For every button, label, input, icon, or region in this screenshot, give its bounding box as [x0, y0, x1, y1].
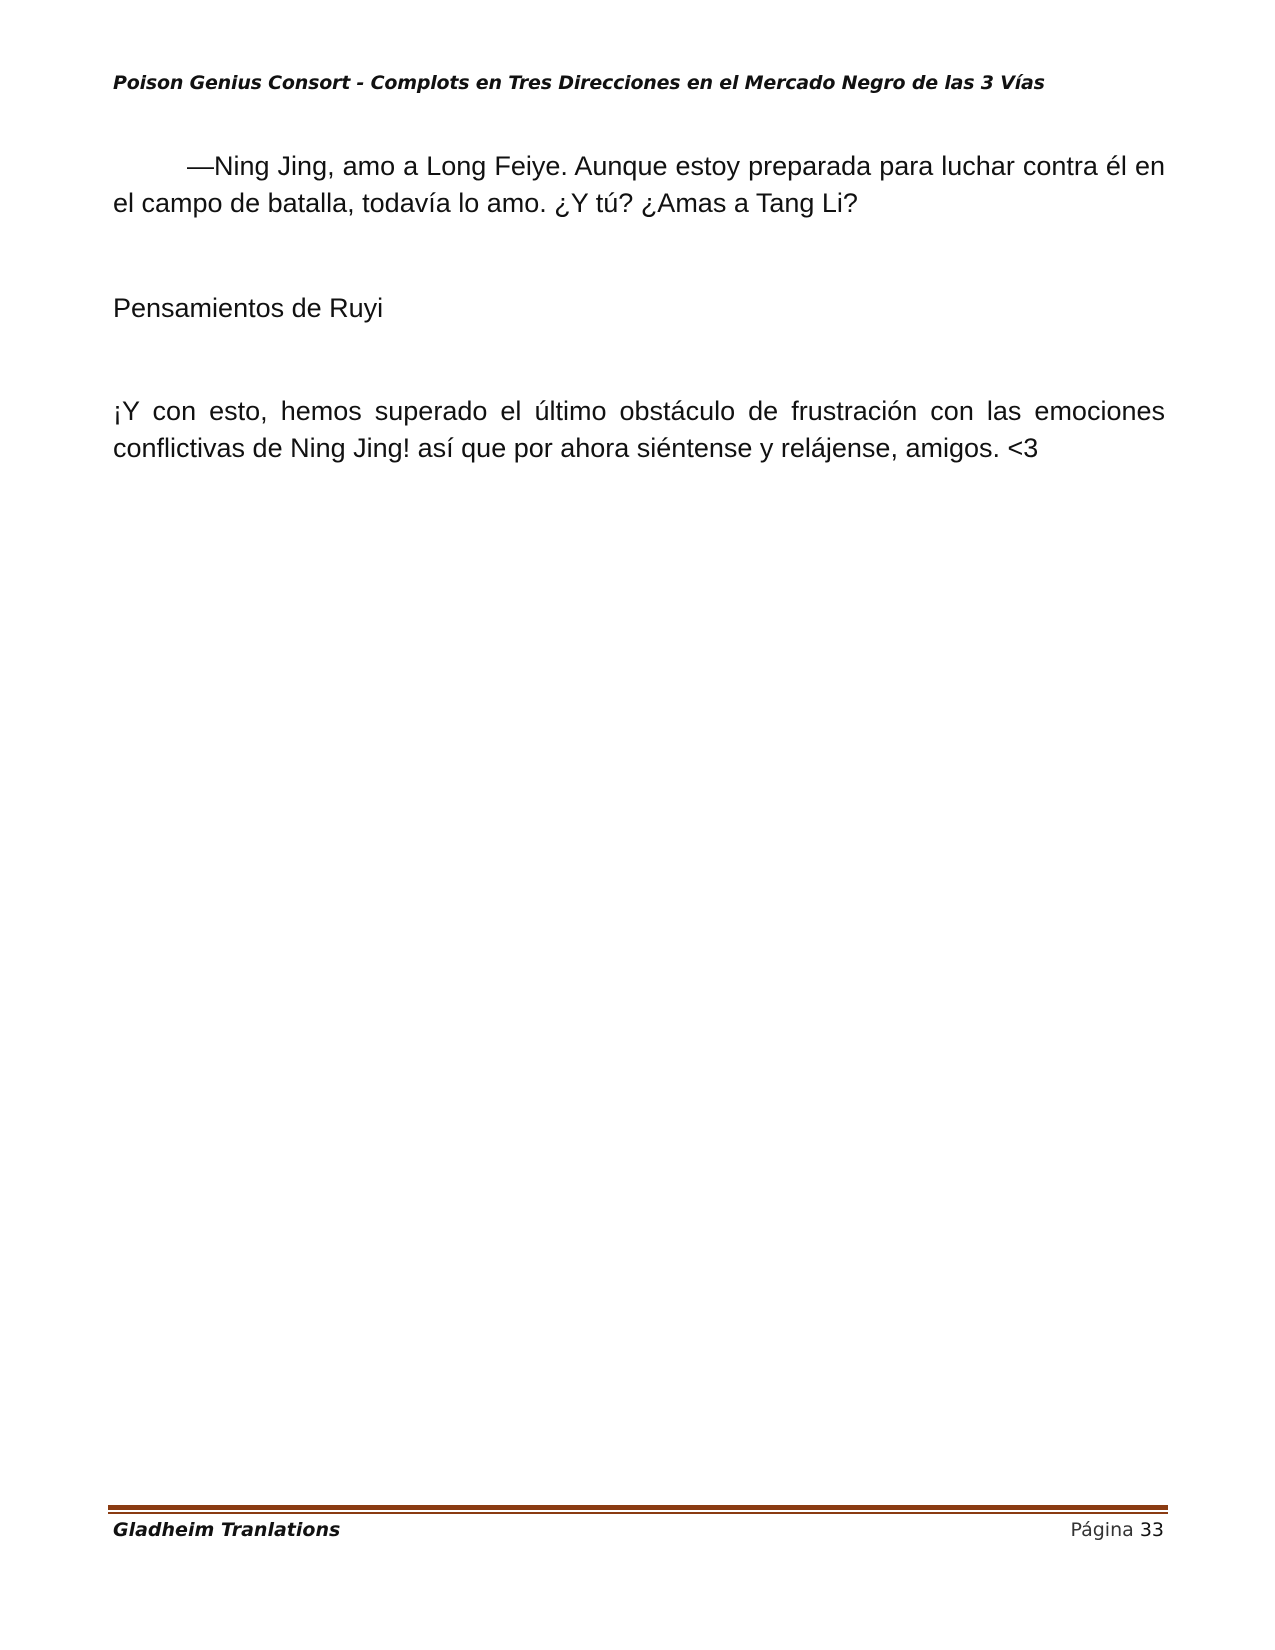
running-header: Poison Genius Consort - Complots en Tres Direcciones en el Mercado Negro de las 3 Vías [113, 72, 1045, 94]
paragraph-dialogue: —Ning Jing, amo a Long Feiye. Aunque estoy preparada para luchar contra él en el campo de batalla, todavía lo amo. ¿Y tú? ¿Amas a Tang Li? [113, 151, 1165, 218]
footer-page-indicator [1070, 1519, 1164, 1541]
footer-publisher: Gladheim Tranlations [113, 1519, 341, 1541]
page-label: Página [1070, 1519, 1134, 1541]
footer-divider [108, 1505, 1168, 1515]
paragraph-translator-note: ¡Y con esto, hemos superado el último obstáculo de frustración con las emociones conflictivas de Ning Jing! así que por ahora siéntense y relájense, amigos. <3 [113, 396, 1165, 463]
page-number: 33 [1139, 1519, 1164, 1541]
footer-divider-thick [108, 1505, 1168, 1510]
footer-divider-thin [108, 1512, 1168, 1514]
paragraph-thoughts-heading: Pensamientos de Ruyi [113, 293, 384, 323]
